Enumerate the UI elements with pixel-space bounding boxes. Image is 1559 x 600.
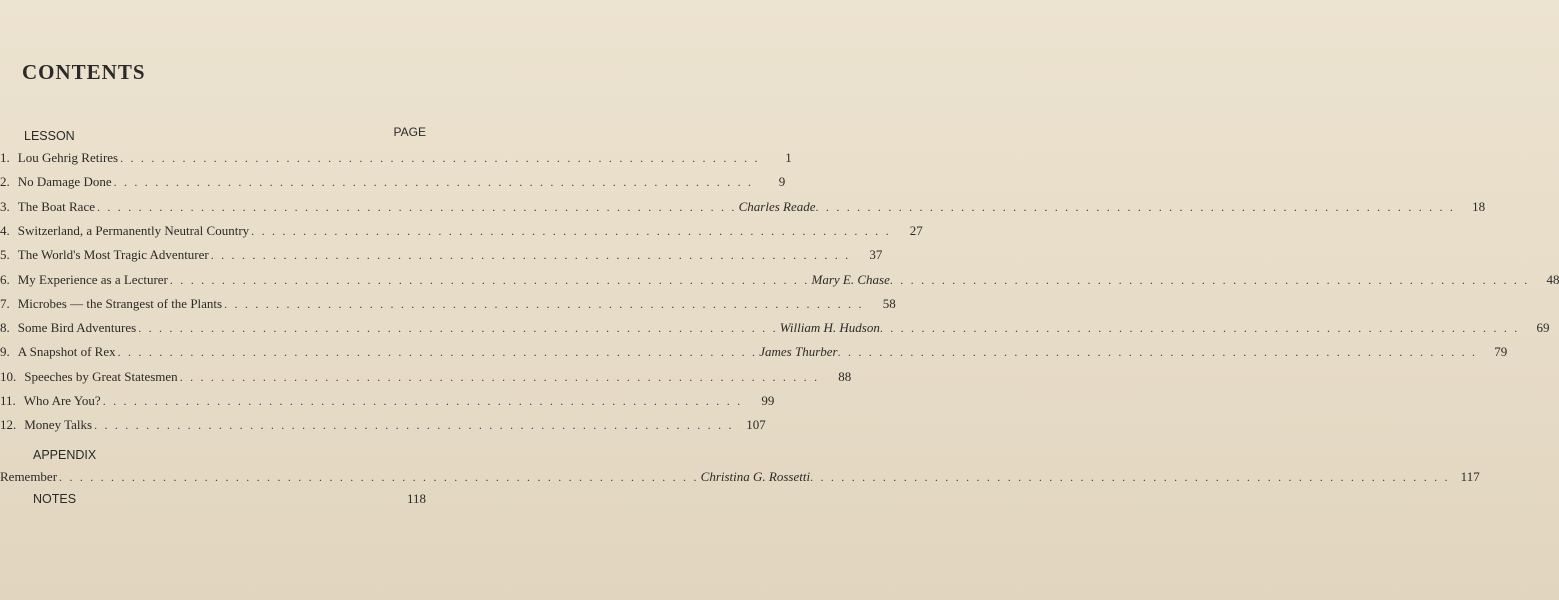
- lesson-entry[interactable]: [0, 295, 896, 316]
- lesson-entry[interactable]: [0, 247, 883, 267]
- appendix-entry[interactable]: [0, 469, 1480, 489]
- entry-title: The World's Most Tragic Adventurer: [17, 247, 209, 263]
- lesson-number: 9.: [0, 344, 10, 360]
- entry-page-number: 18: [1472, 198, 1486, 214]
- lesson-entry[interactable]: [0, 344, 1508, 364]
- notes-row[interactable]: [0, 491, 450, 511]
- notes-page: 118: [406, 491, 426, 506]
- lesson-number: 5.: [0, 247, 10, 263]
- entry-page-number: 79: [1494, 344, 1508, 360]
- lesson-number: 8.: [0, 320, 10, 336]
- leader-dots: . . . . . . . . . . . . . . . . . . . . . . . . . . . . . . . . . . . . . . . . . . . . . . . . . . . . . . . . . . . . . .: [810, 470, 1450, 484]
- lesson-entry[interactable]: [0, 417, 766, 437]
- page-title: CONTENTS: [22, 60, 146, 84]
- entry-title: Remember: [0, 469, 58, 484]
- lesson-entry[interactable]: [0, 393, 775, 413]
- entry-title: Speeches by Great Statesmen: [24, 368, 178, 384]
- leader-dots: . . . . . . . . . . . . . . . . . . . . . . . . . . . . . . . . . . . . . . . . . . . . . . . . . . . . . . . . . . . . . .: [879, 321, 1520, 336]
- leader-dots: . . . . . . . . . . . . . . . . . . . . . . . . . . . . . . . . . . . . . . . . . . . . . . . . . . . . . . . . . . . . . .: [97, 199, 737, 214]
- entry-title: No Damage Done: [17, 174, 112, 190]
- entry-page-number: 37: [869, 247, 883, 263]
- notes-label: NOTES: [33, 492, 77, 506]
- entry-author: Charles Reade: [738, 198, 816, 214]
- page-column-header: PAGE: [393, 125, 426, 139]
- leader-dots: . . . . . . . . . . . . . . . . . . . . . . . . . . . . . . . . . . . . . . . . . . . . . . . . . . . . . . . . . . . . . .: [179, 369, 820, 384]
- entry-page-number: 1: [785, 150, 792, 165]
- leader-dots: . . . . . . . . . . . . . . . . . . . . . . . . . . . . . . . . . . . . . . . . . . . . . . . . . . . . . . . . . . . . . .: [169, 272, 810, 287]
- entry-title: Who Are You?: [23, 393, 101, 408]
- lesson-number: 6.: [0, 271, 10, 287]
- leader-dots: . . . . . . . . . . . . . . . . . . . . . . . . . . . . . . . . . . . . . . . . . . . . . . . . . . . . . . . . . . . . . .: [210, 248, 851, 263]
- entry-page-number: 9: [778, 174, 786, 190]
- leader-dots: . . . . . . . . . . . . . . . . . . . . . . . . . . . . . . . . . . . . . . . . . . . . . . . . . . . . . . . . . . . . . .: [138, 321, 778, 336]
- lesson-entry[interactable]: [0, 198, 1486, 219]
- entry-author: James Thurber: [759, 344, 838, 360]
- lesson-number: 3.: [0, 198, 10, 214]
- leader-dots: . . . . . . . . . . . . . . . . . . . . . . . . . . . . . . . . . . . . . . . . . . . . . . . . . . . . . . . . . . . . . .: [224, 296, 864, 311]
- lesson-entry[interactable]: [0, 174, 786, 194]
- lesson-column-header: LESSON: [24, 129, 75, 143]
- leader-dots: . . . . . . . . . . . . . . . . . . . . . . . . . . . . . . . . . . . . . . . . . . . . . . . . . . . . . . . . . . . . . .: [59, 470, 699, 484]
- lesson-number: 11.: [0, 393, 16, 408]
- leader-dots: . . . . . . . . . . . . . . . . . . . . . . . . . . . . . . . . . . . . . . . . . . . . . . . . . . . . . . . . . . . . . .: [837, 345, 1478, 360]
- leader-dots: . . . . . . . . . . . . . . . . . . . . . . . . . . . . . . . . . . . . . . . . . . . . . . . . . . . . . . . . . . . . . .: [815, 199, 1456, 214]
- leader-dots: . . . . . . . . . . . . . . . . . . . . . . . . . . . . . . . . . . . . . . . . . . . . . . . . . . . . . . . . . . . . . .: [889, 272, 1530, 287]
- lesson-entry[interactable]: [0, 271, 1559, 292]
- lesson-number: 2.: [0, 174, 10, 190]
- leader-dots: . . . . . . . . . . . . . . . . . . . . . . . . . . . . . . . . . . . . . . . . . . . . . . . . . . . . . . . . . . . . . .: [113, 175, 754, 190]
- entry-title: Switzerland, a Permanently Neutral Country: [17, 222, 250, 238]
- entry-page-number: 88: [838, 368, 852, 384]
- leader-dots: . . . . . . . . . . . . . . . . . . . . . . . . . . . . . . . . . . . . . . . . . . . . . . . . . . . . . . . . . . . . . .: [251, 223, 891, 238]
- lesson-number: 7.: [0, 295, 10, 311]
- entry-page-number: 48: [1546, 271, 1559, 287]
- entry-title: Microbes — the Strangest of the Plants: [17, 295, 223, 311]
- entry-title: A Snapshot of Rex: [17, 344, 116, 360]
- lesson-number: 12.: [0, 417, 17, 433]
- entry-title: The Boat Race: [17, 198, 95, 214]
- leader-dots: . . . . . . . . . . . . . . . . . . . . . . . . . . . . . . . . . . . . . . . . . . . . . . . . . . . . . . . . . . . . . .: [120, 151, 760, 165]
- entry-author: William H. Hudson: [779, 320, 880, 336]
- lesson-number: 10.: [0, 368, 17, 384]
- leader-dots: . . . . . . . . . . . . . . . . . . . . . . . . . . . . . . . . . . . . . . . . . . . . . . . . . . . . . . . . . . . . . .: [94, 418, 734, 433]
- lesson-entry[interactable]: [0, 368, 852, 389]
- entry-page-number: 58: [882, 295, 896, 311]
- entry-page-number: 107: [746, 417, 766, 433]
- entry-title: Lou Gehrig Retires: [17, 150, 119, 165]
- lesson-entry[interactable]: [0, 150, 792, 170]
- entry-author: Mary E. Chase: [811, 271, 890, 287]
- entry-page-number: 99: [761, 393, 775, 408]
- entry-title: Money Talks: [24, 417, 93, 433]
- leader-dots: . . . . . . . . . . . . . . . . . . . . . . . . . . . . . . . . . . . . . . . . . . . . . . . . . . . . . . . . . . . . . .: [117, 345, 758, 360]
- appendix-label: APPENDIX: [33, 448, 97, 462]
- lesson-number: 4.: [0, 222, 10, 238]
- lesson-entry[interactable]: [0, 320, 1550, 340]
- lesson-entry[interactable]: [0, 222, 923, 243]
- entry-page-number: 69: [1536, 320, 1550, 336]
- entry-page-number: 117: [1460, 469, 1480, 484]
- entry-author: Christina G. Rossetti: [700, 469, 811, 484]
- entry-page-number: 27: [909, 222, 923, 238]
- leader-dots: . . . . . . . . . . . . . . . . . . . . . . . . . . . . . . . . . . . . . . . . . . . . . . . . . . . . . . . . . . . . . .: [102, 394, 743, 408]
- entry-title: Some Bird Adventures: [17, 320, 137, 336]
- entry-title: My Experience as a Lecturer: [17, 271, 168, 287]
- lesson-number: 1.: [0, 150, 10, 165]
